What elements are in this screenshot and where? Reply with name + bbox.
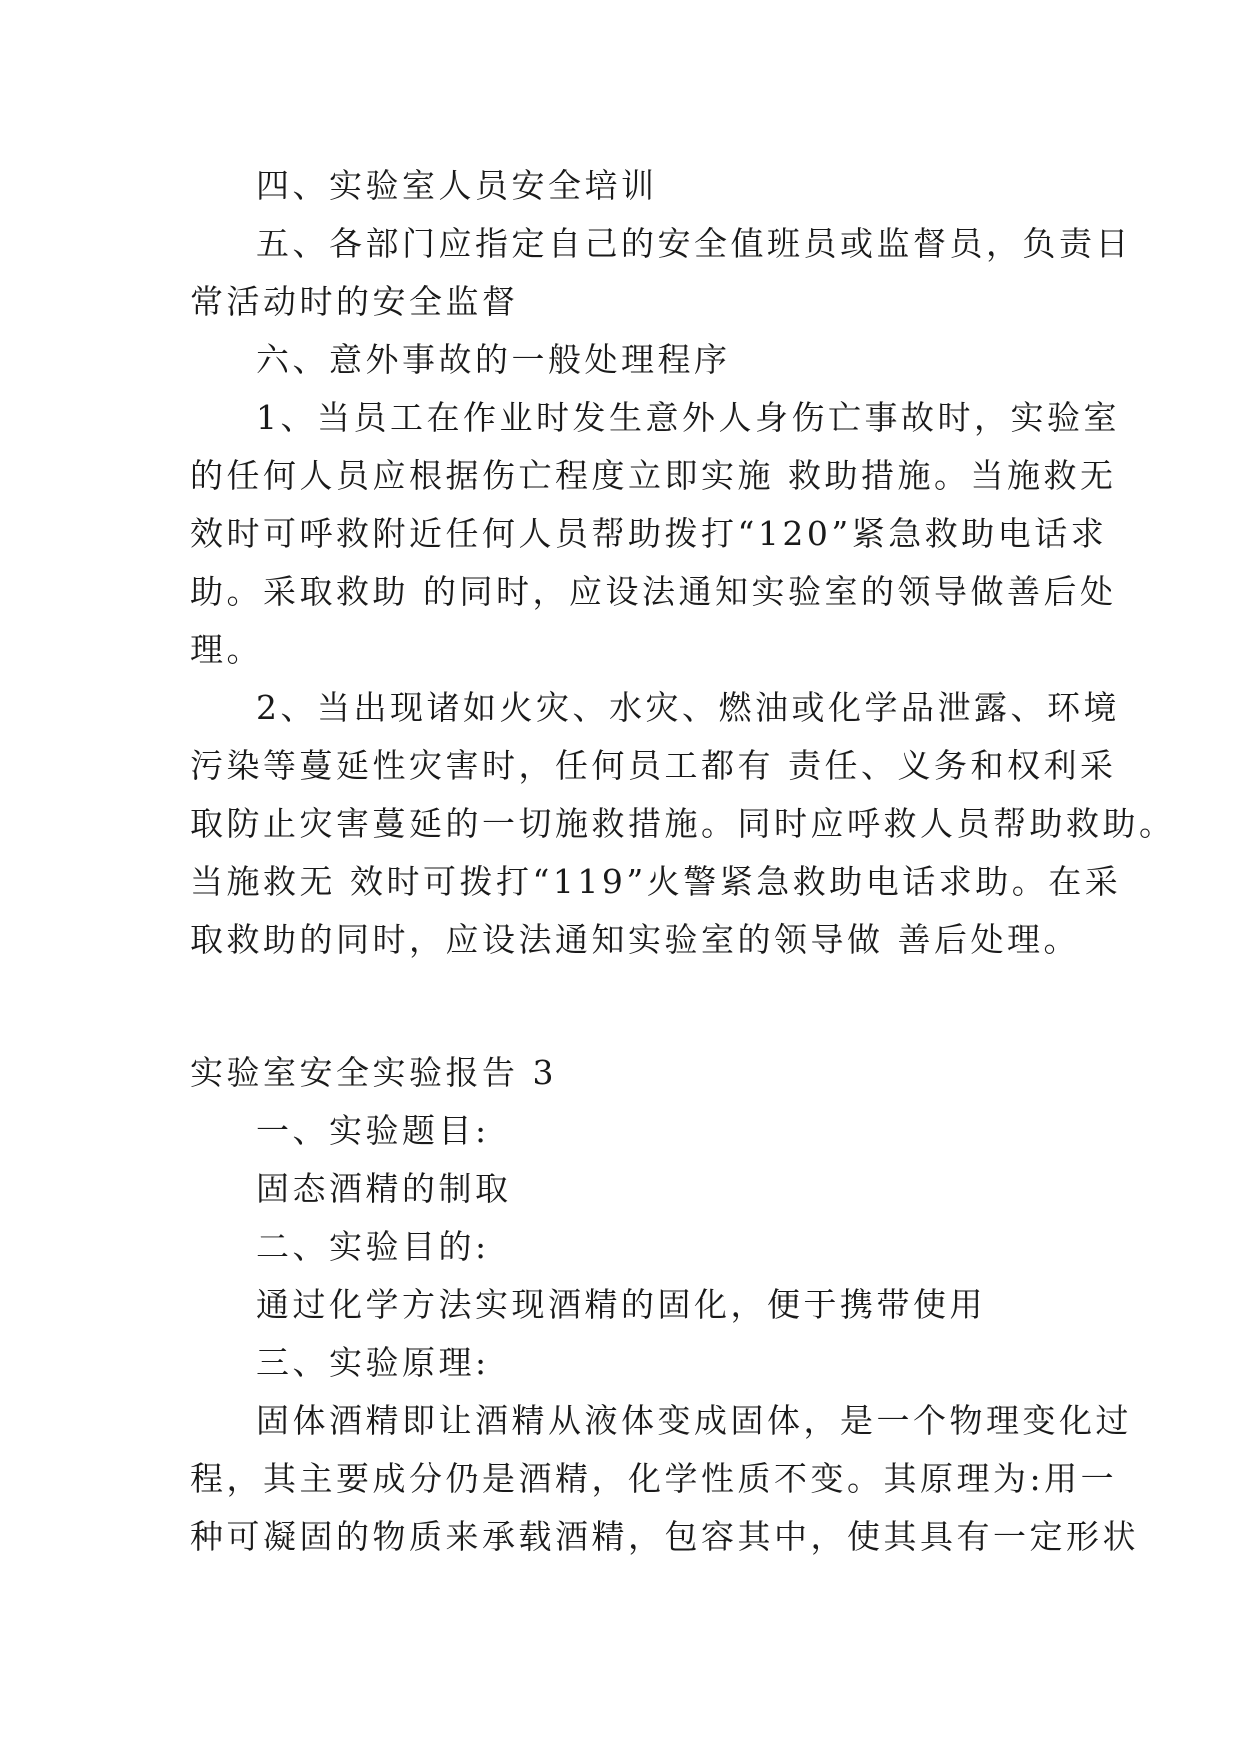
paragraph-injury-line-3: 效时可呼救附近任何人员帮助拨打“120”紧急救助电话求 (190, 514, 1108, 553)
heading-training: 四、实验室人员安全培训 (256, 166, 658, 205)
paragraph-disaster-line-4: 当施救无 效时可拨打“119”火警紧急救助电话求助。在采 (190, 862, 1122, 901)
principle-line-1: 固体酒精即让酒精从液体变成固体，是一个物理变化过 (256, 1401, 1132, 1440)
item-supervisor-line-1: 五、各部门应指定自己的安全值班员或监督员，负责日 (256, 224, 1132, 263)
experiment-purpose-text: 通过化学方法实现酒精的固化，便于携带使用 (256, 1285, 986, 1324)
principle-line-3: 种可凝固的物质来承载酒精，包容其中，使其具有一定形状 (190, 1517, 1139, 1556)
paragraph-injury-line-5: 理。 (190, 630, 263, 669)
safety-procedures-section (190, 157, 1176, 969)
lab-report-section (190, 1044, 1139, 1566)
experiment-topic-text: 固态酒精的制取 (256, 1169, 512, 1208)
paragraph-injury-line-1: 1、当员工在作业时发生意外人身伤亡事故时，实验室 (256, 398, 1120, 437)
paragraph-disaster-line-3: 取防止灾害蔓延的一切施救措施。同时应呼救人员帮助救助。 (190, 804, 1176, 843)
heading-experiment-topic: 一、实验题目: (256, 1111, 490, 1150)
paragraph-disaster-line-1: 2、当出现诸如火灾、水灾、燃油或化学品泄露、环境 (256, 688, 1120, 727)
principle-line-2: 程，其主要成分仍是酒精，化学性质不变。其原理为:用一 (190, 1459, 1118, 1498)
heading-experiment-principle: 三、实验原理: (256, 1343, 490, 1382)
paragraph-injury-line-2: 的任何人员应根据伤亡程度立即实施 救助措施。当施救无 (190, 456, 1117, 495)
paragraph-disaster-line-2: 污染等蔓延性灾害时，任何员工都有 责任、义务和权利采 (190, 746, 1117, 785)
item-supervisor-line-2: 常活动时的安全监督 (190, 282, 519, 321)
report-title: 实验室安全实验报告 3 (190, 1053, 557, 1092)
heading-experiment-purpose: 二、实验目的: (256, 1227, 490, 1266)
paragraph-disaster-line-5: 取救助的同时，应设法通知实验室的领导做 善后处理。 (190, 920, 1080, 959)
heading-accident-procedure: 六、意外事故的一般处理程序 (256, 340, 731, 379)
paragraph-injury-line-4: 助。采取救助 的同时，应设法通知实验室的领导做善后处 (190, 572, 1117, 611)
